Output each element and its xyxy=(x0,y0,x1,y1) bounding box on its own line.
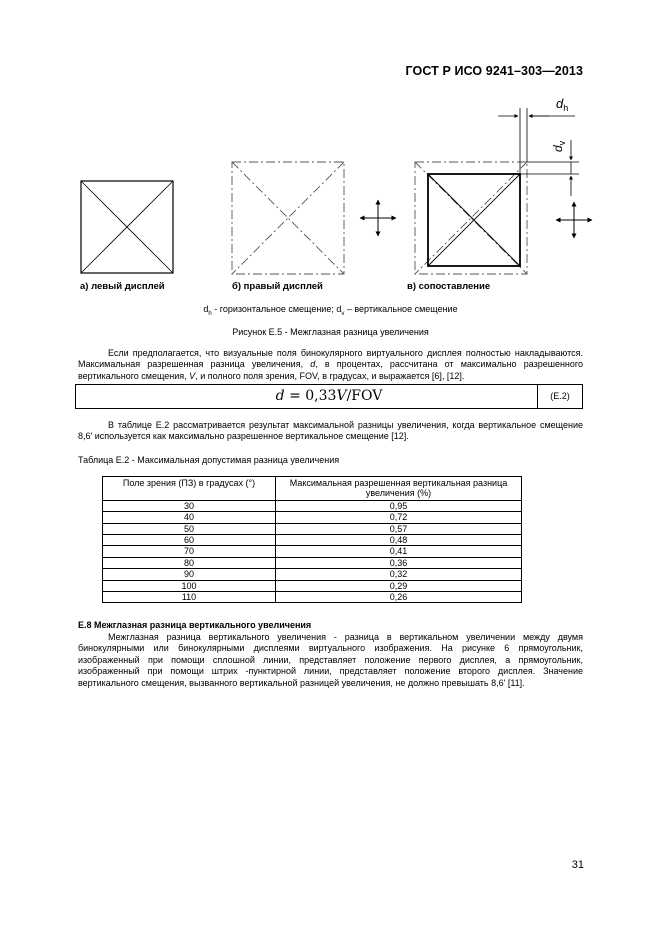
table-cell-fov: 110 xyxy=(103,592,276,603)
table-cell-value: 0,26 xyxy=(276,592,522,603)
table-cell-fov: 60 xyxy=(103,535,276,546)
table-row xyxy=(103,569,522,580)
figure-legend: $d_h$ - горизонтальное смещение; $d_v$ – вертикальное смещение xyxy=(203,304,458,317)
table-cell-value: 0,72 xyxy=(276,512,522,523)
table-cell-value: 0,48 xyxy=(276,535,522,546)
magnification-table xyxy=(102,476,522,603)
table-row xyxy=(103,500,522,511)
table-cell-fov: 100 xyxy=(103,580,276,591)
move-arrows-icon xyxy=(360,200,396,236)
left-display-figure xyxy=(81,181,173,273)
table-cell-fov: 70 xyxy=(103,546,276,557)
table-cell-fov: 40 xyxy=(103,512,276,523)
table-cell-fov: 50 xyxy=(103,523,276,534)
paragraph-table-intro: В таблице Е.2 рассматривается результат максимальной разницы увеличения, когда вертикальное смещение 8,6' используется как максимально разрешенное вертикальное смещение [12]. xyxy=(78,420,583,442)
table-title: Таблица Е.2 - Максимальная допустимая разница увеличения xyxy=(78,455,340,465)
table-cell-fov: 30 xyxy=(103,500,276,511)
table-header-fov: Поле зрения (ПЗ) в градусах (°) xyxy=(103,477,276,501)
table-header-difference: Максимальная разрешенная вертикальная разница увеличения (%) xyxy=(276,477,522,501)
table-row xyxy=(103,535,522,546)
section-body: Межглазная разница вертикального увеличения - разница в вертикальном увеличении между двумя бинокулярными или бинокулярными дисплеями виртуального изображения. На рисунке 6 прямоугольник, изображенный при помощи сплошной линии, представляет положение первого дисплея, а прямоугольник, изображенный при помощи штрих -пунктирной линии, представляет положение второго дисплея. Значение вертикального смещения, вызванного вертикальной разницей увеличения, не должно превышать 8,6' [11]. xyxy=(78,632,583,688)
caption-left-display: а) левый дисплей xyxy=(80,281,165,292)
dimension-lines xyxy=(498,108,579,196)
formula-box xyxy=(75,384,583,409)
table-header-row xyxy=(103,477,522,501)
right-display-figure xyxy=(232,162,344,274)
paragraph-intro: Если предполагается, что визуальные поля бинокулярного виртуального дисплея полностью накладываются. Максимальная разрешенная разница увеличения, d, в процентах, рассчитана от максимально разрешенного вертикального смещения, V, и полного поля зрения, FOV, в градусах, и выражается [6], [12]. xyxy=(78,348,583,381)
table-row xyxy=(103,512,522,523)
dv-dimension-label: $d_v$ xyxy=(551,140,567,152)
table-row xyxy=(103,592,522,603)
caption-right-display: б) правый дисплей xyxy=(232,281,323,292)
table-row xyxy=(103,546,522,557)
table-cell-value: 0,41 xyxy=(276,546,522,557)
table-row xyxy=(103,557,522,568)
caption-comparison: в) сопоставление xyxy=(407,281,491,292)
table-row xyxy=(103,580,522,591)
table-cell-value: 0,57 xyxy=(276,523,522,534)
table-cell-value: 0,29 xyxy=(276,580,522,591)
dh-dimension-label: $d_h$ xyxy=(556,96,569,113)
table-cell-fov: 90 xyxy=(103,569,276,580)
comparison-figure xyxy=(415,162,527,274)
formula-number: (Е.2) xyxy=(537,385,582,408)
document-header: ГОСТ Р ИСО 9241–303—2013 xyxy=(405,64,583,78)
table-cell-value: 0,36 xyxy=(276,557,522,568)
table-cell-value: 0,95 xyxy=(276,500,522,511)
table-cell-value: 0,32 xyxy=(276,569,522,580)
section-title: Е.8 Межглазная разница вертикального увеличения xyxy=(78,620,312,630)
table-cell-fov: 80 xyxy=(103,557,276,568)
table-row xyxy=(103,523,522,534)
move-arrows-icon-right xyxy=(556,202,592,238)
formula: d = 0,33V/FOV xyxy=(275,388,383,404)
figure-e5-diagram xyxy=(0,0,661,300)
figure-title: Рисунок Е.5 - Межглазная разница увеличения xyxy=(232,327,429,337)
page-number: 31 xyxy=(571,859,584,871)
